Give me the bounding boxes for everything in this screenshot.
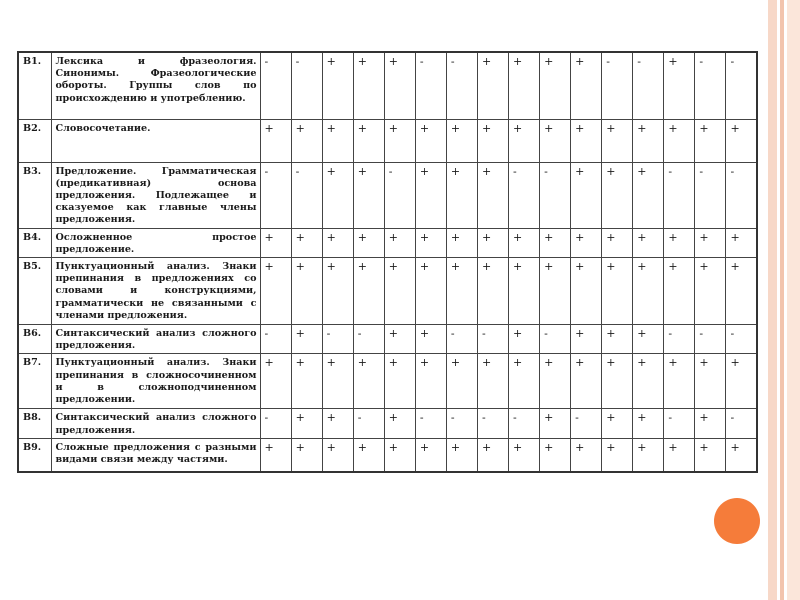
mark-cell: + bbox=[446, 354, 477, 409]
mark-cell: + bbox=[695, 438, 726, 472]
mark-cell: + bbox=[602, 354, 633, 409]
mark-cell: + bbox=[415, 228, 446, 257]
mark-cell: + bbox=[415, 324, 446, 353]
row-topic: Синтаксический анализ сложного предложения. bbox=[51, 409, 260, 438]
mark-cell: - bbox=[260, 409, 291, 438]
mark-cell: + bbox=[726, 438, 757, 472]
mark-cell: + bbox=[477, 52, 508, 119]
mark-cell: - bbox=[415, 409, 446, 438]
mark-cell: + bbox=[415, 438, 446, 472]
mark-cell: + bbox=[384, 354, 415, 409]
mark-cell: + bbox=[322, 119, 353, 162]
mark-cell: - bbox=[571, 409, 602, 438]
mark-cell: + bbox=[446, 257, 477, 324]
mark-cell: + bbox=[695, 409, 726, 438]
mark-cell: + bbox=[540, 119, 571, 162]
mark-cell: + bbox=[633, 354, 664, 409]
mark-cell: - bbox=[446, 324, 477, 353]
mark-cell: + bbox=[571, 354, 602, 409]
mark-cell: + bbox=[446, 228, 477, 257]
topics-table bbox=[17, 51, 758, 473]
mark-cell: - bbox=[726, 162, 757, 228]
table-row bbox=[18, 409, 757, 438]
mark-cell: + bbox=[260, 257, 291, 324]
mark-cell: + bbox=[322, 409, 353, 438]
mark-cell: - bbox=[695, 324, 726, 353]
mark-cell: + bbox=[384, 324, 415, 353]
mark-cell: + bbox=[509, 119, 540, 162]
mark-cell: + bbox=[664, 52, 695, 119]
table-row bbox=[18, 257, 757, 324]
mark-cell: + bbox=[633, 438, 664, 472]
row-topic: Синтаксический анализ сложного предложения. bbox=[51, 324, 260, 353]
mark-cell: - bbox=[384, 162, 415, 228]
mark-cell: - bbox=[726, 409, 757, 438]
row-topic: Сложные предложения с разными видами связи между частями. bbox=[51, 438, 260, 472]
mark-cell: + bbox=[384, 52, 415, 119]
mark-cell: + bbox=[415, 162, 446, 228]
mark-cell: + bbox=[509, 354, 540, 409]
row-topic: Осложненное простое предложение. bbox=[51, 228, 260, 257]
mark-cell: + bbox=[571, 119, 602, 162]
mark-cell: + bbox=[477, 162, 508, 228]
mark-cell: + bbox=[726, 354, 757, 409]
mark-cell: + bbox=[509, 228, 540, 257]
mark-cell: + bbox=[353, 228, 384, 257]
mark-cell: + bbox=[322, 257, 353, 324]
mark-cell: - bbox=[540, 162, 571, 228]
mark-cell: + bbox=[633, 409, 664, 438]
decorative-stripe-1 bbox=[768, 0, 777, 600]
mark-cell: - bbox=[695, 52, 726, 119]
row-number: В7. bbox=[18, 354, 51, 409]
mark-cell: + bbox=[571, 228, 602, 257]
mark-cell: + bbox=[446, 438, 477, 472]
row-number: В9. bbox=[18, 438, 51, 472]
mark-cell: + bbox=[260, 119, 291, 162]
mark-cell: + bbox=[291, 324, 322, 353]
mark-cell: + bbox=[322, 228, 353, 257]
row-topic: Предложение. Грамматическая (предикативная) основа предложения. Подлежащее и сказуемое как главные члены предложения. bbox=[51, 162, 260, 228]
mark-cell: - bbox=[291, 162, 322, 228]
mark-cell: + bbox=[477, 354, 508, 409]
row-topic: Лексика и фразеология. Синонимы. Фразеологические обороты. Группы слов по происхождению и употреблению. bbox=[51, 52, 260, 119]
mark-cell: + bbox=[571, 162, 602, 228]
mark-cell: + bbox=[571, 438, 602, 472]
mark-cell: + bbox=[291, 354, 322, 409]
mark-cell: + bbox=[664, 257, 695, 324]
mark-cell: + bbox=[602, 119, 633, 162]
mark-cell: - bbox=[509, 162, 540, 228]
mark-cell: - bbox=[664, 409, 695, 438]
mark-cell: - bbox=[446, 409, 477, 438]
mark-cell: + bbox=[633, 162, 664, 228]
mark-cell: + bbox=[664, 119, 695, 162]
row-number: В1. bbox=[18, 52, 51, 119]
mark-cell: + bbox=[415, 354, 446, 409]
mark-cell: + bbox=[353, 119, 384, 162]
mark-cell: - bbox=[260, 162, 291, 228]
row-topic: Пунктуационный анализ. Знаки препинания в предложениях со словами и конструкциями, грамматически не связанными с членами предложения. bbox=[51, 257, 260, 324]
mark-cell: + bbox=[726, 119, 757, 162]
mark-cell: + bbox=[509, 438, 540, 472]
mark-cell: + bbox=[291, 257, 322, 324]
table-row bbox=[18, 324, 757, 353]
row-number: В8. bbox=[18, 409, 51, 438]
mark-cell: + bbox=[602, 324, 633, 353]
mark-cell: - bbox=[353, 324, 384, 353]
mark-cell: - bbox=[540, 324, 571, 353]
mark-cell: + bbox=[509, 52, 540, 119]
mark-cell: - bbox=[664, 324, 695, 353]
mark-cell: + bbox=[602, 257, 633, 324]
mark-cell: - bbox=[602, 52, 633, 119]
mark-cell: + bbox=[540, 409, 571, 438]
row-topic: Словосочетание. bbox=[51, 119, 260, 162]
mark-cell: + bbox=[540, 52, 571, 119]
decorative-stripe-2 bbox=[780, 0, 784, 600]
mark-cell: + bbox=[415, 119, 446, 162]
mark-cell: + bbox=[353, 438, 384, 472]
table-row bbox=[18, 162, 757, 228]
table-row bbox=[18, 52, 757, 119]
mark-cell: + bbox=[260, 354, 291, 409]
mark-cell: - bbox=[664, 162, 695, 228]
mark-cell: + bbox=[322, 162, 353, 228]
mark-cell: + bbox=[260, 438, 291, 472]
mark-cell: + bbox=[664, 354, 695, 409]
mark-cell: - bbox=[260, 324, 291, 353]
row-number: В6. bbox=[18, 324, 51, 353]
row-number: В2. bbox=[18, 119, 51, 162]
mark-cell: + bbox=[540, 354, 571, 409]
mark-cell: + bbox=[633, 228, 664, 257]
mark-cell: + bbox=[509, 324, 540, 353]
mark-cell: + bbox=[477, 119, 508, 162]
table-row bbox=[18, 119, 757, 162]
mark-cell: + bbox=[509, 257, 540, 324]
mark-cell: - bbox=[322, 324, 353, 353]
mark-cell: + bbox=[571, 52, 602, 119]
mark-cell: + bbox=[695, 354, 726, 409]
mark-cell: + bbox=[477, 438, 508, 472]
mark-cell: + bbox=[602, 438, 633, 472]
mark-cell: + bbox=[477, 228, 508, 257]
decorative-circle bbox=[714, 498, 760, 544]
mark-cell: + bbox=[633, 119, 664, 162]
mark-cell: + bbox=[602, 162, 633, 228]
mark-cell: + bbox=[322, 438, 353, 472]
mark-cell: + bbox=[446, 119, 477, 162]
mark-cell: + bbox=[571, 257, 602, 324]
mark-cell: - bbox=[726, 52, 757, 119]
mark-cell: + bbox=[322, 52, 353, 119]
mark-cell: + bbox=[602, 228, 633, 257]
mark-cell: - bbox=[509, 409, 540, 438]
mark-cell: + bbox=[446, 162, 477, 228]
mark-cell: + bbox=[540, 257, 571, 324]
mark-cell: + bbox=[384, 228, 415, 257]
mark-cell: - bbox=[353, 409, 384, 438]
mark-cell: + bbox=[571, 324, 602, 353]
row-topic: Пунктуационный анализ. Знаки препинания в сложносочиненном и в сложноподчиненном предложении. bbox=[51, 354, 260, 409]
row-number: В4. bbox=[18, 228, 51, 257]
mark-cell: + bbox=[540, 438, 571, 472]
mark-cell: - bbox=[260, 52, 291, 119]
mark-cell: + bbox=[695, 228, 726, 257]
row-number: В3. bbox=[18, 162, 51, 228]
mark-cell: + bbox=[384, 438, 415, 472]
decorative-stripe-3 bbox=[787, 0, 800, 600]
mark-cell: + bbox=[477, 257, 508, 324]
mark-cell: + bbox=[384, 257, 415, 324]
mark-cell: - bbox=[726, 324, 757, 353]
mark-cell: + bbox=[664, 438, 695, 472]
mark-cell: + bbox=[664, 228, 695, 257]
mark-cell: + bbox=[322, 354, 353, 409]
mark-cell: - bbox=[695, 162, 726, 228]
table-row bbox=[18, 354, 757, 409]
mark-cell: - bbox=[477, 409, 508, 438]
mark-cell: - bbox=[477, 324, 508, 353]
mark-cell: - bbox=[291, 52, 322, 119]
row-number: В5. bbox=[18, 257, 51, 324]
mark-cell: - bbox=[415, 52, 446, 119]
mark-cell: + bbox=[726, 257, 757, 324]
mark-cell: + bbox=[291, 119, 322, 162]
mark-cell: + bbox=[353, 52, 384, 119]
mark-cell: + bbox=[353, 162, 384, 228]
mark-cell: + bbox=[633, 257, 664, 324]
table-row bbox=[18, 438, 757, 472]
mark-cell: - bbox=[633, 52, 664, 119]
mark-cell: + bbox=[291, 409, 322, 438]
table-row bbox=[18, 228, 757, 257]
mark-cell: + bbox=[695, 119, 726, 162]
mark-cell: + bbox=[353, 257, 384, 324]
mark-cell: + bbox=[540, 228, 571, 257]
mark-cell: + bbox=[260, 228, 291, 257]
mark-cell: - bbox=[446, 52, 477, 119]
mark-cell: + bbox=[695, 257, 726, 324]
mark-cell: + bbox=[353, 354, 384, 409]
mark-cell: + bbox=[291, 438, 322, 472]
mark-cell: + bbox=[384, 119, 415, 162]
mark-cell: + bbox=[726, 228, 757, 257]
mark-cell: + bbox=[384, 409, 415, 438]
mark-cell: + bbox=[291, 228, 322, 257]
mark-cell: + bbox=[633, 324, 664, 353]
mark-cell: + bbox=[602, 409, 633, 438]
mark-cell: + bbox=[415, 257, 446, 324]
